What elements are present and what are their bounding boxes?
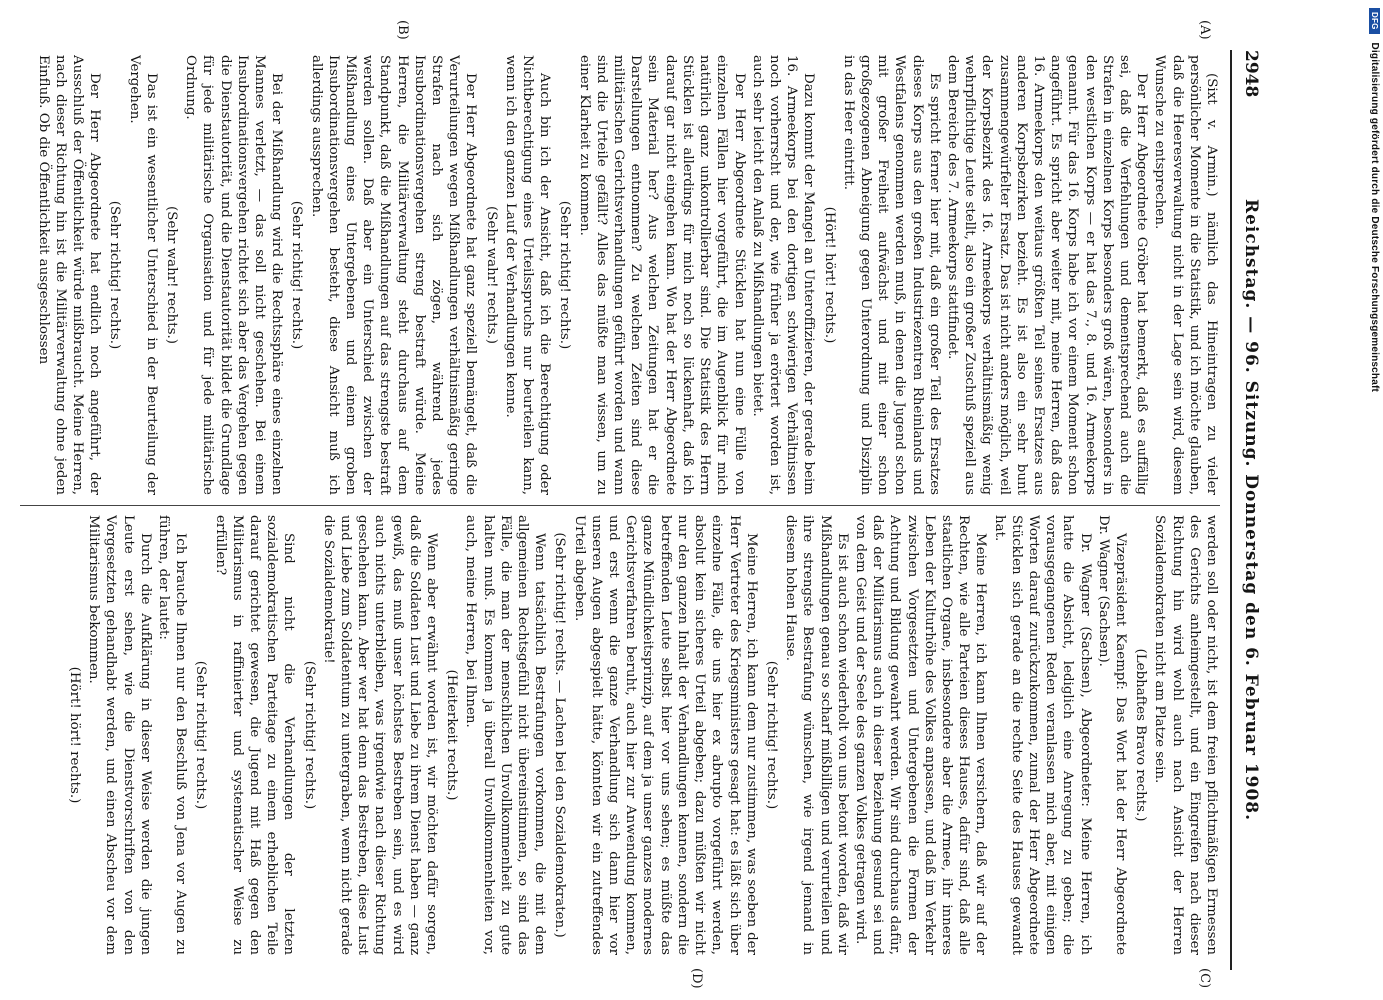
paragraph: Der Herr Abgeordnete hat endlich noch angeführt, der Ausschluß der Öffentlichkeit würde mißbraucht. Meine Herren, nach dieser Richtung hin ist die Militärverwaltung ohne jeden Einfluß. Ob die Öffentlichkeit ausgeschlossen — [35, 55, 103, 495]
margin-mark-a: (A) — [1197, 20, 1212, 40]
interjection: (Sehr richtig! rechts.) — [557, 200, 573, 350]
paragraph: Das ist ein wesentlicher Unterschied in der Beurteilung der Vergehen. — [126, 55, 159, 495]
paragraph: Wenn tatsächlich Bestrafungen vorkommen, die mit dem allgemeinen Rechtsgefühl nicht übereinstimmen, so sind das Fälle, die man der menschlichen Unvollkommenheit zu gute halten muß. Es kommen ja überall Unvollkommenheiten vor, auch, meine Herren, bei Ihnen. — [463, 515, 548, 955]
margin-mark-c: (C) — [1197, 968, 1212, 989]
paragraph: Sind nicht die Verhandlungen der letzten sozialdemokratischen Parteitage zu einem erheblichen Teile darauf gerichtet gewesen, die Jugend mit Haß gegen den Militarismus in raffinierter und systematischer Weise zu erfüllen? — [212, 515, 297, 955]
paragraph: Der Herr Abgeordnete Gröber hat bemerkt, daß es auffällig sei, daß die Verfehlungen und dementsprechend auch die Strafen in einzelnen Korps besonders groß wären, besonders in den westlichen Korps — er hat das 7., 8. und 16. Armeekorps genannt. Für das 16. Korps habe ich vor einem Moment schon angeführt. Es spricht aber weiter mit, meine Herren, daß das 16. Armeekorps den weitaus größten Teil seines Ersatzes aus anderen Korpsbezirken bezieht. Es ist also ein sehr bunt zusammengewürfelter Ersatz. Das ist nicht anders möglich, weil der Korpsbezirk des 16. Armeekorps verhältnismäßig wenig wehrpflichtige Leute stellt, also ein großer Zuschuß speziell aus dem Bereiche des 7. Armeekorps stattfindet. — [944, 55, 1150, 495]
interjection: (Sehr richtig! rechts.) — [289, 200, 305, 350]
page-header — [1235, 50, 1265, 970]
paragraph: Ich brauche Ihnen nur den Beschluß von Jena vor Augen zu führen, der lautet: — [156, 515, 189, 955]
paragraph: Wenn aber erwähnt worden ist, wir möchten dafür sorgen, daß die Soldaten Lust und Liebe zu ihrem Dienst haben — ganz gewiß, das muß unser höchstes Bestreben sein, und es wird auch nichts unterbleiben, was irgendwie nach dieser Richtung geschehen kann. Aber wer hat denn das Bestreben, diese Lust und Liebe zum Soldatentum zu untergraben, wenn nicht gerade die Sozialdemokratie! — [320, 515, 440, 955]
paragraph: Meine Herren, ich kann Ihnen versichern, daß wir auf der Rechten, wie alle Parteien dieses Hauses, dafür sind, daß alle staatlichen Organe, insbesondere aber die Armee, ihr inneres Leben der Kulturhöhe des Volkes anpassen, und daß im Verkehr zwischen Vorgesetzten und Untergebenen die Formen der Achtung und Bildung gewahrt werden. Wir sind durchaus dafür, daß der Militarismus auch in dieser Beziehung gesund sei und von dem Geist und der Seele des ganzen Volkes getragen wird. — [852, 515, 989, 955]
column-divider — [20, 505, 1220, 506]
paragraph: Meine Herren, ich kann dem nur zustimmen, was soeben der Herr Vertreter des Kriegsministers gesagt hat: es läßt sich über einzelne Fälle, die uns hier ex abrupto vorgeführt werden, absolut kein sicheres Urteil abgeben; dazu müßten wir nicht nur den ganzen Inhalt der Verhandlungen kennen, sondern die betreffenden Leute selbst hier vor uns sehen; es müßte das ganze Mündlichkeitsprinzip, auf dem ja unser ganzes modernes Gerichtsverfahren beruht, auch hier zur Anwendung kommen, und erst wenn die ganze Verhandlung sich dann hier vor unseren Augen abgespielt hätte, könnten wir ein zutreffendes Urteil abgeben. — [571, 515, 759, 955]
margin-mark-d: (D) — [689, 968, 704, 989]
paragraph: Der Herr Abgeordnete Stücklen hat nun eine Fülle von einzelnen Fällen hier vorgeführt, die im Augenblick für mich natürlich ganz unkontrollierbar sind. Die Statistik des Herrn Stücklen ist allerdings für mich noch so lückenhaft, daß ich darauf gar nicht eingehen kann. Wo hat der Herr Abgeordnete sein Material her? Aus welchen Zeitungen hat er die Darstellungen entnommen? Zu welchen Zeiten sind diese militärischen Gerichtsverhandlungen geführt worden und wann sind die Urteile gefällt? Alles das müßte man wissen, um zu einer Klarheit zu kommen. — [576, 55, 747, 495]
interjection: (Sehr richtig! rechts. — Lachen bei den Sozialdemokraten.) — [552, 532, 568, 938]
margin-mark-b: (B) — [395, 20, 410, 40]
paragraph: Durch die Aufklärung in dieser Weise werden die jungen Leute erst sehen, wie die Dienstvorschriften von den Vorgesetzten gehandhabt werden, und einen Abscheu vor dem Militarismus bekommen. — [86, 515, 153, 955]
interjection: (Sehr wahr! rechts.) — [483, 206, 499, 344]
interjection: (Sehr wahr! rechts.) — [164, 206, 180, 344]
left-text-column — [20, 55, 1220, 495]
paragraph: Dazu kommt der Mangel an Unteroffizieren, der gerade beim 16. Armeekorps bei den dortigen schwierigen Verhältnissen noch vorherrscht und der, wie früher ja erörtert worden ist, auch sehr leicht den Anlaß zu Mißhandlungen bietet. — [749, 55, 817, 495]
digitization-credit — [1369, 8, 1380, 392]
paragraph: Es spricht ferner hier mit, daß ein großer Teil des Ersatzes dieses Korps aus den großen Industriezentren Rheinlands und Westfalens genommen werden muß, in denen die Jugend schon mit großer Freiheit aufwächst und mit einer schon großgezogenen Abneigung gegen Unterordnung und Disziplin in das Heer eintritt. — [840, 55, 942, 495]
paragraph: Bei der Mißhandlung wird die Rechtssphäre eines einzelnen Mannes verletzt, — das soll nicht geschehen. Bei einem Insubordinationsvergehen richtet sich aber das Vergehen gegen die Dienstautorität, und die Dienstautorität bildet die Grundlage für jede militärische Organisation und für jede militärische Ordnung. — [183, 55, 285, 495]
interjection: (Heiterkeit rechts.) — [444, 669, 460, 801]
paragraph: (Sixt v. Armin.) nämlich das Hineintragen zu vieler persönlicher Momente in die Statistik, und ich möchte glauben, daß die Heeresverwaltung nicht in der Lage sein wird, diesem Wunsche zu entsprechen. — [1152, 55, 1219, 495]
dfg-logo: DFG — [1369, 8, 1380, 34]
interjection: (Hört! hört! rechts.) — [821, 206, 837, 344]
interjection: (Lebhaftes Bravo rechts.) — [1133, 648, 1149, 822]
interjection: (Sehr richtig! rechts.) — [193, 660, 209, 810]
header-rule — [1230, 50, 1232, 970]
paragraph: Auch bin ich der Ansicht, daß ich die Berechtigung oder Nichtberechtigung eines Urteilsspruchs nur beurteilen kann, wenn ich den ganzen Lauf der Verhandlungen kenne. — [502, 55, 553, 495]
paragraph: Vizepräsident Kaempf: Das Wort hat der Herr Abgeordnete Dr. Wagner (Sachsen). — [1095, 515, 1128, 955]
paragraph: werden soll oder nicht, ist dem freien pflichtmäßigen Ermessen des Gerichts anheimgestellt, und ein Eingreifen nach dieser Richtung hin wird wohl auch nach Ansicht der Herren Sozialdemokraten nicht am Platze sein. — [1152, 515, 1219, 955]
paragraph: Dr. Wagner (Sachsen), Abgeordneter: Meine Herren, ich hatte die Absicht, lediglich eine Anregung zu geben; die vorausgegangenen Reden veranlassen mich aber, mit einigen Worten darauf zurückzukommen, zumal der Herr Abgeordnete Stücklen sich gerade an die rechte Seite des Hauses gewandt hat. — [991, 515, 1093, 955]
paragraph: Es ist auch schon wiederholt von uns betont worden, daß wir Mißhandlungen genau so scharf mißbilligen und verurteilen und ihre strengste Bestrafung wünschen, wie irgend jemand in diesem hohen Hause. — [783, 515, 850, 955]
page-number: 2948 — [1241, 50, 1261, 98]
right-text-column — [20, 515, 1220, 955]
digitization-note: Digitalisierung gefördert durch die Deutsche Forschungsgemeinschaft — [1369, 42, 1380, 393]
page-title: Reichstag. — 96. Sitzung. Donnerstag den 6. Februar 1908. — [1241, 198, 1261, 822]
interjection: (Sehr richtig! rechts.) — [763, 660, 779, 810]
interjection: (Sehr richtig! rechts.) — [107, 200, 123, 350]
interjection: (Sehr richtig! rechts.) — [301, 660, 317, 810]
interjection: (Hört! hört! rechts.) — [67, 666, 82, 804]
paragraph: Der Herr Abgeordnete hat ganz speziell bemängelt, daß die Verurteilungen wegen Mißhandlungen verhältnismäßig geringe Strafen nach sich zögen, während jedes Insubordinationsvergehen streng bestraft würde. Meine Herren, die Militärverwaltung steht durchaus auf dem Standpunkt, daß die Mißhandlungen auf das strengste bestraft werden sollen. Daß aber ein Unterschied zwischen der Mißhandlung eines Untergebenen und einem groben Insubordinationsvergehen besteht, diese Ansicht muß ich allerdings aussprechen. — [308, 55, 479, 495]
